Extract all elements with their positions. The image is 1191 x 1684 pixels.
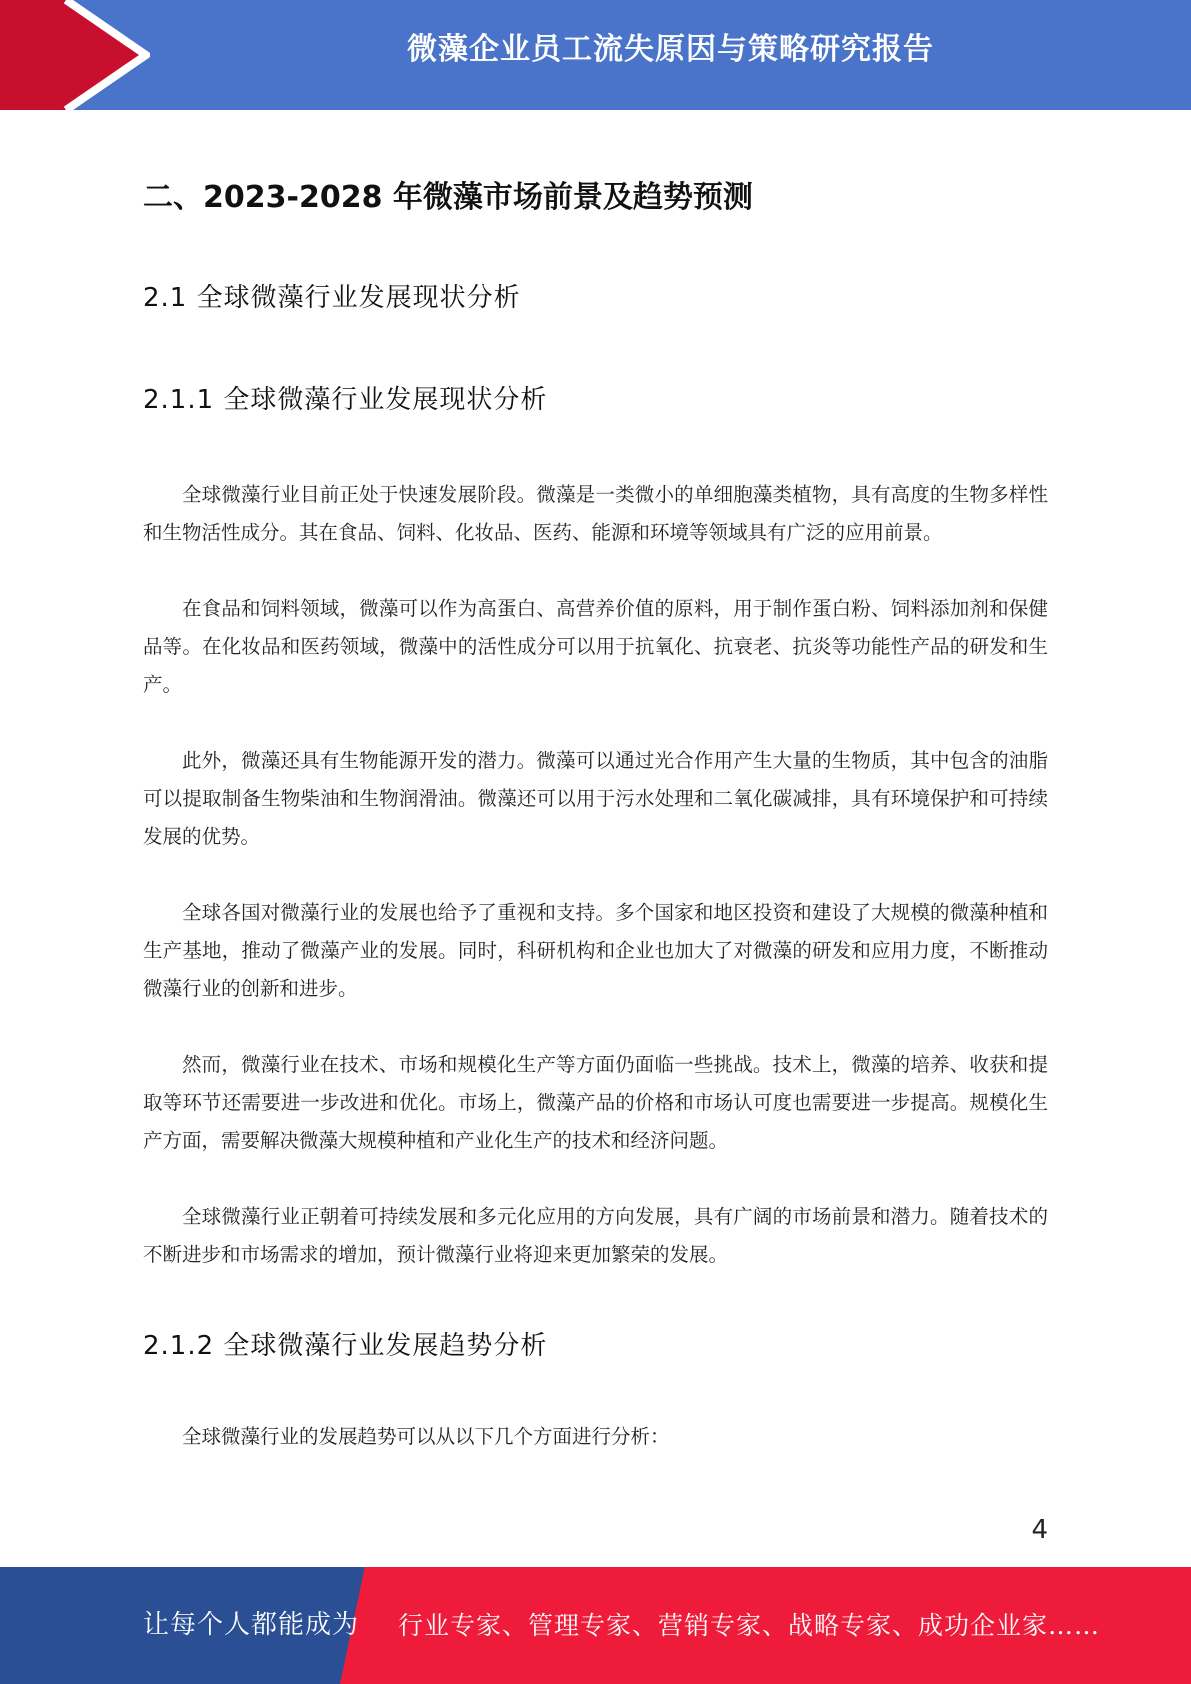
section-title: 二、2023-2028 年微藻市场前景及趋势预测: [143, 180, 753, 215]
paragraph: 全球微藻行业目前正处于快速发展阶段。微藻是一类微小的单细胞藻类植物，具有高度的生物多样性和生物活性成分。其在食品、饲料、化妆品、医药、能源和环境等领域具有广泛的应用前景。: [143, 483, 1048, 544]
paragraph: 全球各国对微藻行业的发展也给予了重视和支持。多个国家和地区投资和建设了大规模的微藻种植和生产基地，推动了微藻产业的发展。同时，科研机构和企业也加大了对微藻的研发和应用力度，不断推动微藻行业的创新和进步。: [143, 901, 1048, 1000]
sub-subsection-title-2: 2.1.2 全球微藻行业发展趋势分析: [143, 1331, 548, 1361]
report-title: 微藻企业员工流失原因与策略研究报告: [407, 32, 934, 67]
footer-banner: [0, 1567, 1191, 1684]
document-body: [143, 170, 1048, 1456]
page-number: 4: [1031, 1515, 1048, 1545]
footer-slogan-left: 让每个人都能成为: [143, 1610, 360, 1640]
paragraph: 此外，微藻还具有生物能源开发的潜力。微藻可以通过光合作用产生大量的生物质，其中包含的油脂可以提取制备生物柴油和生物润滑油。微藻还可以用于污水处理和二氧化碳减排，具有环境保护和可持续发展的优势。: [143, 749, 1048, 848]
subsection-title: 2.1 全球微藻行业发展现状分析: [143, 283, 521, 313]
header-banner: [0, 0, 1191, 110]
paragraph: 全球微藻行业正朝着可持续发展和多元化应用的方向发展，具有广阔的市场前景和潜力。随着技术的不断进步和市场需求的增加，预计微藻行业将迎来更加繁荣的发展。: [143, 1205, 1048, 1266]
sub-subsection-title-1: 2.1.1 全球微藻行业发展现状分析: [143, 385, 548, 415]
paragraph: 在食品和饲料领域，微藻可以作为高蛋白、高营养价值的原料，用于制作蛋白粉、饲料添加剂和保健品等。在化妆品和医药领域，微藻中的活性成分可以用于抗氧化、抗衰老、抗炎等功能性产品的研发和生产。: [143, 597, 1048, 696]
footer-slogan-right: 行业专家、管理专家、营销专家、战略专家、成功企业家……: [398, 1611, 1101, 1640]
paragraph: 全球微藻行业的发展趋势可以从以下几个方面进行分析：: [182, 1425, 670, 1448]
paragraph: 然而，微藻行业在技术、市场和规模化生产等方面仍面临一些挑战。技术上，微藻的培养、收获和提取等环节还需要进一步改进和优化。市场上，微藻产品的价格和市场认可度也需要进一步提高。规模化生产方面，需要解决微藻大规模种植和产业化生产的技术和经济问题。: [143, 1053, 1048, 1152]
header-chevron-decoration: [0, 0, 150, 110]
